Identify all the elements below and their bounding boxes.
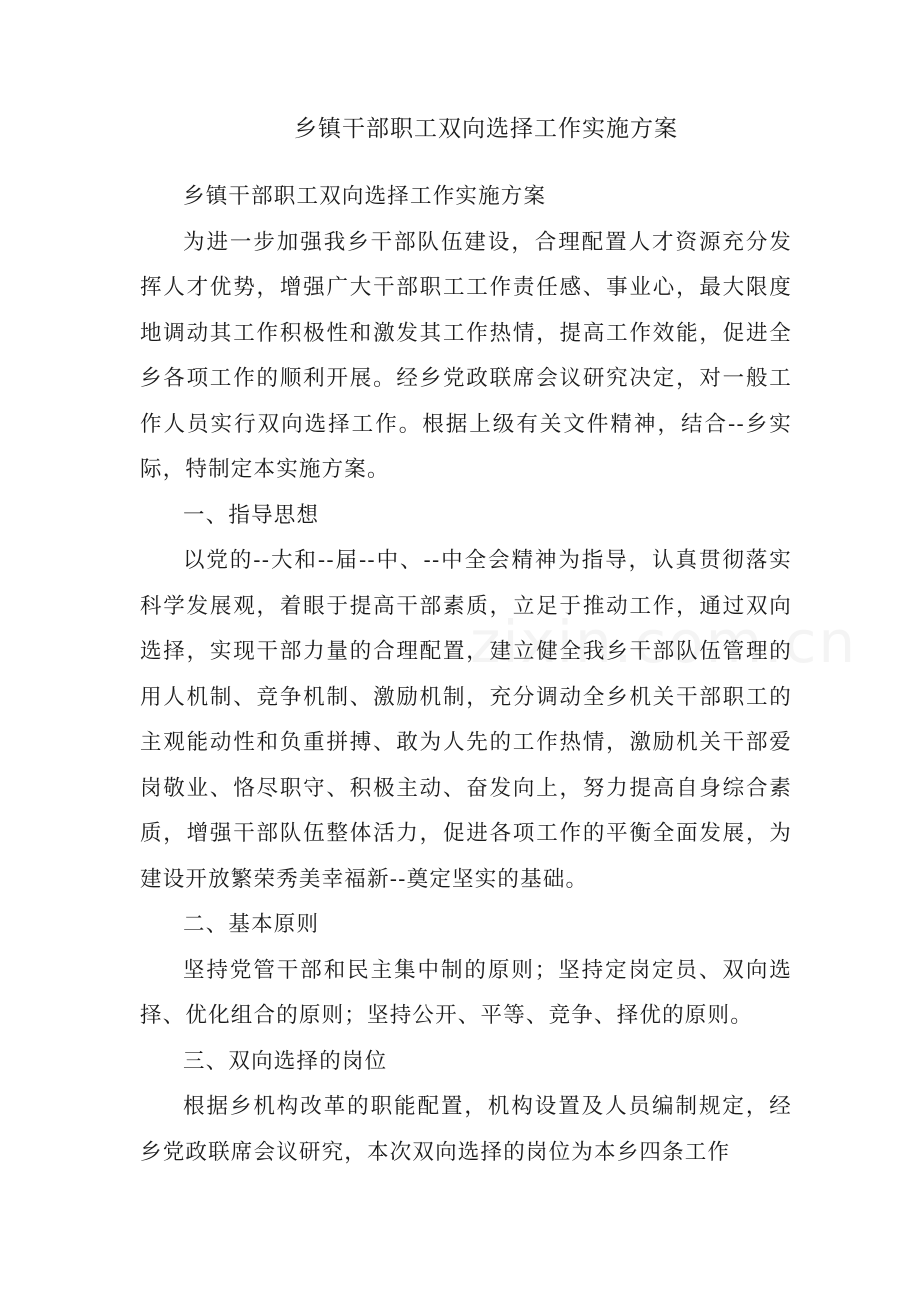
section-heading-positions: 三、双向选择的岗位 — [183, 1048, 388, 1074]
section-heading-basic-principles: 二、基本原则 — [183, 912, 320, 937]
basic-principles-paragraph: 坚持党管干部和民主集中制的原则；坚持定岗定员、双向选择、优化组合的原则；坚持公开、平等、竞争、择优的原则。 — [140, 957, 792, 1028]
positions-paragraph: 根据乡机构改革的职能配置，机构设置及人员编制规定，经乡党政联席会议研究，本次双向选择的岗位为本乡四条工作 — [140, 1094, 792, 1165]
body-subtitle: 乡镇干部职工双向选择工作实施方案 — [183, 184, 547, 209]
intro-paragraph: 为进一步加强我乡干部队伍建设，合理配置人才资源充分发挥人才优势，增强广大干部职工工作责任感、事业心，最大限度地调动其工作积极性和激发其工作热情，提高工作效能，促进全乡各项工作的顺利开展。经乡党政联席会议研究决定，对一般工作人员实行双向选择工作。根据上级有关文件精神，结合--乡实际，特制定本实施方案。 — [140, 229, 792, 482]
document-body — [140, 174, 792, 1175]
guiding-ideology-paragraph: 以党的--大和--届--中、--中全会精神为指导，认真贯彻落实科学发展观，着眼于提高干部素质，立足于推动工作，通过双向选择，实现干部力量的合理配置，建立健全我乡干部队伍管理的用人机制、竞争机制、激励机制，充分调动全乡机关干部职工的主观能动性和负重拼搏、敢为人先的工作热情，激励机关干部爱岗敬业、恪尽职守、积极主动、奋发向上，努力提高自身综合素质，增强干部队伍整体活力，促进各项工作的平衡全面发展，为建设开放繁荣秀美幸福新--奠定坚实的基础。 — [140, 548, 792, 892]
section-heading-guiding-ideology: 一、指导思想 — [183, 502, 320, 528]
document-title: 乡镇干部职工双向选择工作实施方案 — [294, 116, 678, 142]
